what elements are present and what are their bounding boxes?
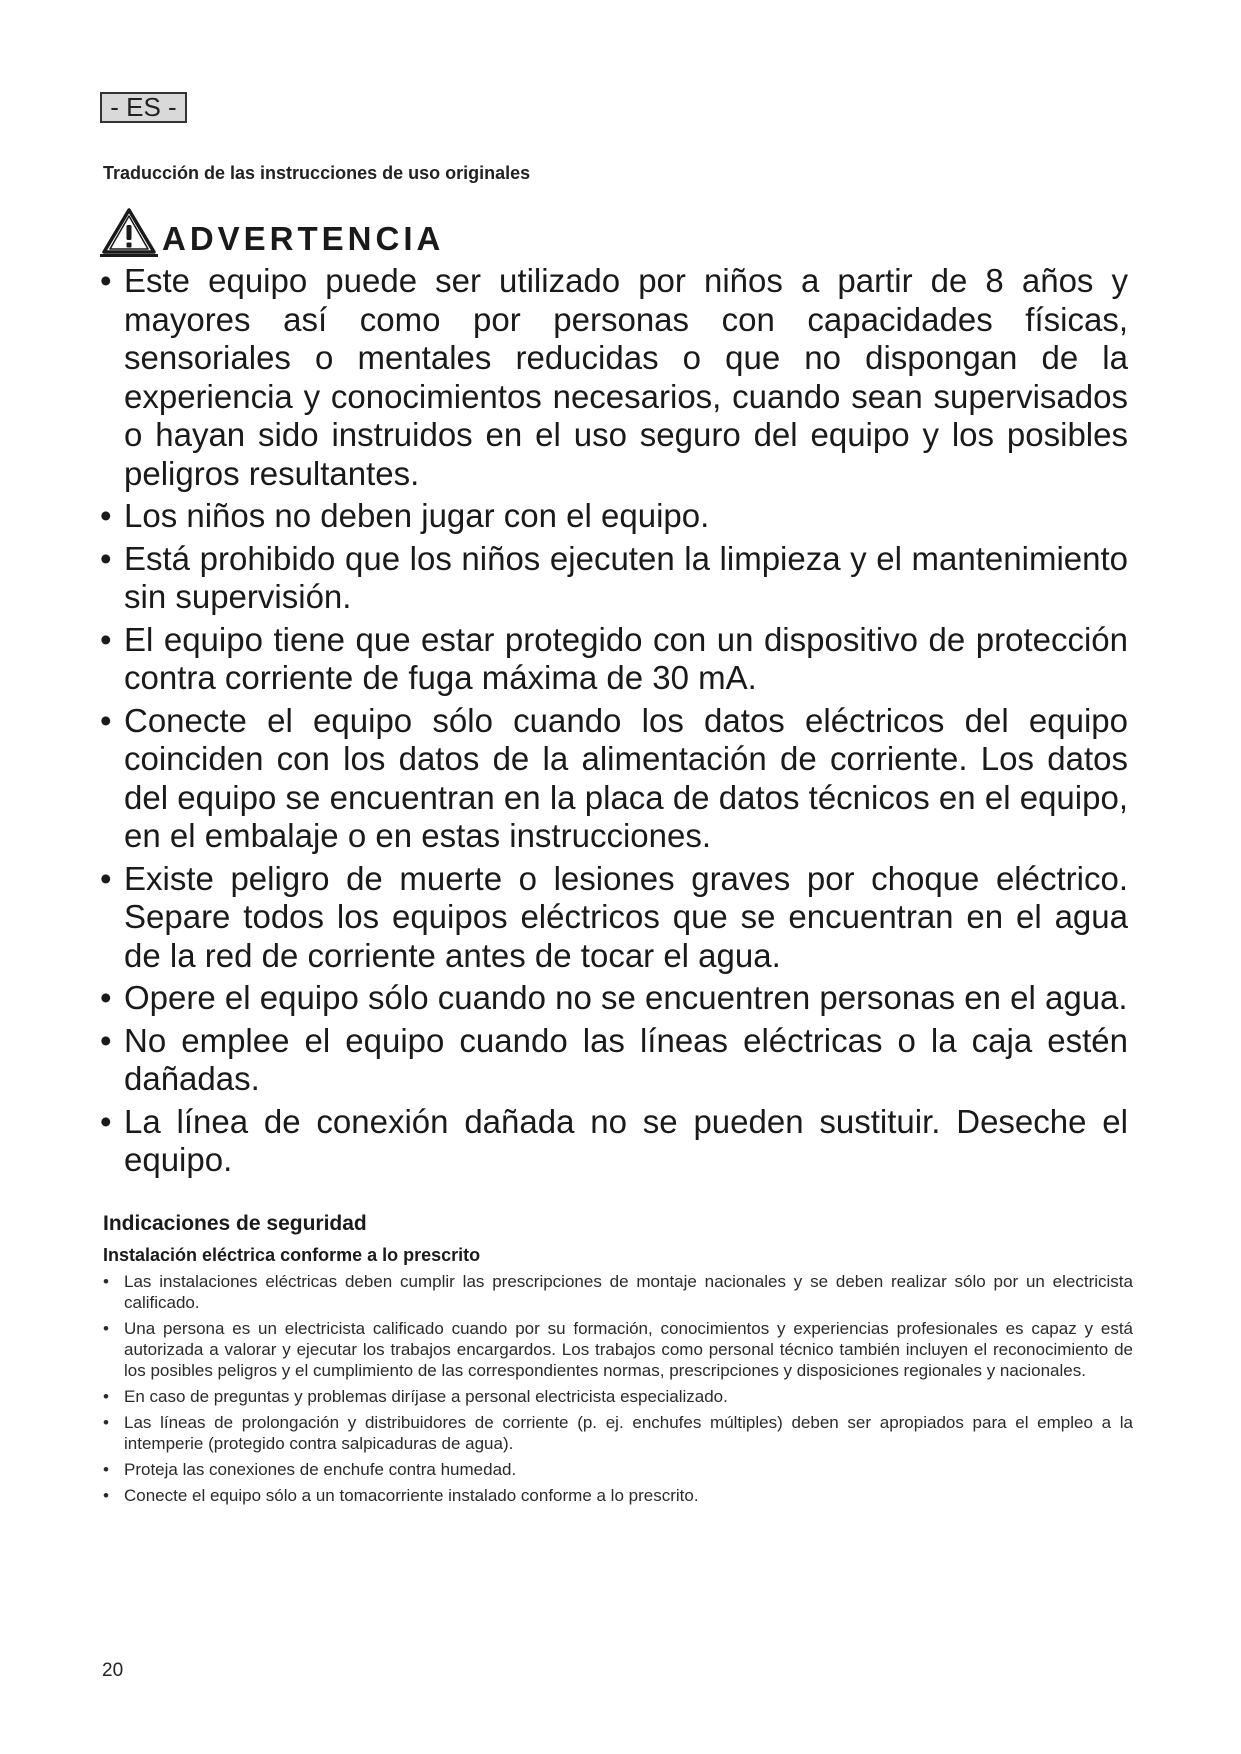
warning-item: • Los niños no deben jugar con el equipo.	[100, 497, 1128, 536]
safety-item: • Proteja las conexiones de enchufe contra humedad.	[103, 1459, 1133, 1480]
warning-item: • Opere el equipo sólo cuando no se encuentren personas en el agua.	[100, 979, 1128, 1018]
safety-item: • Las instalaciones eléctricas deben cumplir las prescripciones de montaje nacionales y se deben realizar sólo por un electricista calificado.	[103, 1271, 1133, 1313]
safety-item: • Conecte el equipo sólo a un tomacorriente instalado conforme a lo prescrito.	[103, 1485, 1133, 1506]
warning-item: • La línea de conexión dañada no se pueden sustituir. Deseche el equipo.	[100, 1103, 1128, 1180]
safety-subheading: Instalación eléctrica conforme a lo prescrito	[103, 1245, 481, 1265]
safety-list	[103, 1271, 1133, 1506]
warning-item: • Conecte el equipo sólo cuando los datos eléctricos del equipo coinciden con los datos de la alimentación de corriente. Los datos del equipo se encuentran en la placa de datos técnicos en el equipo, en el embalaje o en estas instrucciones.	[100, 702, 1128, 856]
page-number: 20	[102, 1660, 124, 1681]
warning-item: • El equipo tiene que estar protegido con un dispositivo de protección contra corriente de fuga máxima de 30 mA.	[100, 621, 1128, 698]
safety-item: • Una persona es un electricista calificado cuando por su formación, conocimientos y experiencias profesionales es capaz y está autorizada a valorar y ejecutar los trabajos encargardos. Los trabajos como personal técnico también incluyen el reconocimiento de los posibles peligros y el cumplimiento de las correspondientes normas, prescripciones y disposiciones regionales y nacionales.	[103, 1318, 1133, 1381]
warning-item: • Está prohibido que los niños ejecuten la limpieza y el mantenimiento sin supervisión.	[100, 540, 1128, 617]
warning-item: • Existe peligro de muerte o lesiones graves por choque eléctrico. Separe todos los equipos eléctricos que se encuentran en el agua de la red de corriente antes de tocar el agua.	[100, 860, 1128, 976]
safety-heading: Indicaciones de seguridad	[103, 1212, 367, 1235]
document-title: Traducción de las instrucciones de uso originales	[103, 163, 531, 183]
warning-item: • Este equipo puede ser utilizado por niños a partir de 8 años y mayores así como por personas con capacidades físicas, sensoriales o mentales reducidas o que no dispongan de la experiencia y conocimientos necesarios, cuando sean supervisados o hayan sido instruidos en el uso seguro del equipo y los posibles peligros resultantes.	[100, 262, 1128, 493]
safety-item: • En caso de preguntas y problemas diríjase a personal electricista especializado.	[103, 1386, 1133, 1407]
warning-triangle-icon	[100, 207, 158, 257]
warning-heading	[100, 205, 444, 257]
warning-label: ADVERTENCIA	[162, 220, 445, 257]
safety-item: • Las líneas de prolongación y distribuidores de corriente (p. ej. enchufes múltiples) deben ser apropiados para el empleo a la intemperie (protegido contra salpicaduras de agua).	[103, 1412, 1133, 1454]
language-tag: - ES -	[100, 92, 187, 123]
warning-list	[100, 262, 1128, 1184]
warning-item: • No emplee el equipo cuando las líneas eléctricas o la caja estén dañadas.	[100, 1022, 1128, 1099]
safety-section	[103, 1212, 1133, 1511]
